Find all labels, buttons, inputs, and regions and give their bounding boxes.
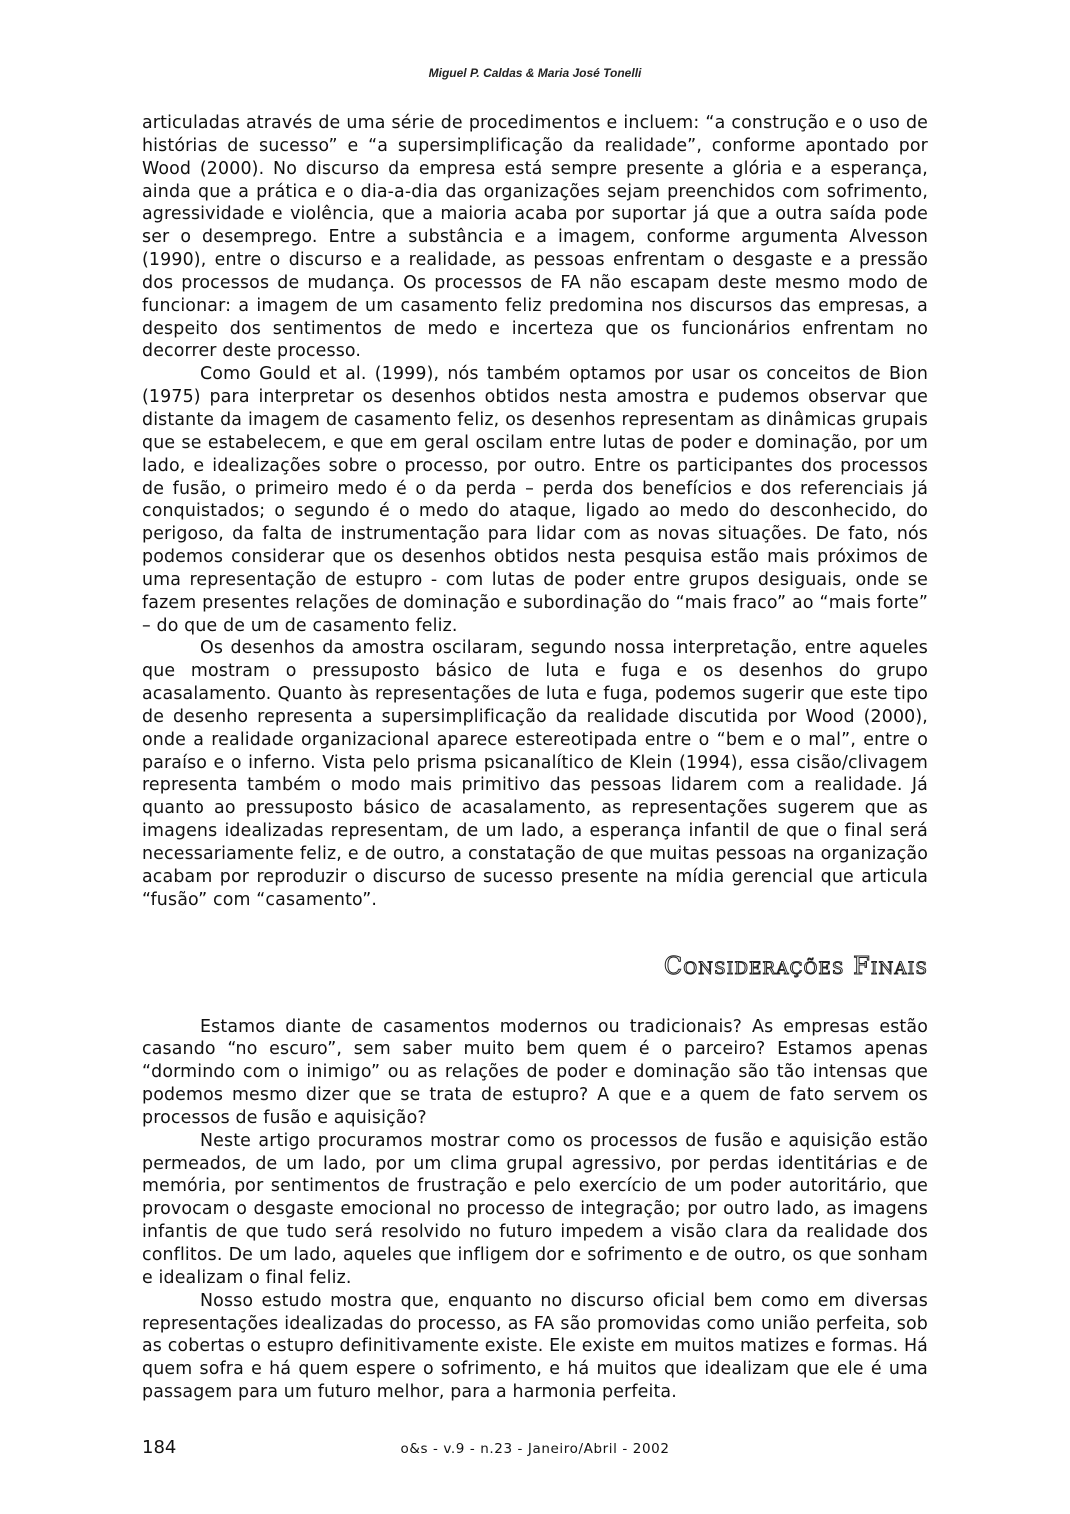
article-body <box>142 112 928 1404</box>
section-title: Considerações Finais <box>663 951 928 980</box>
page-number: 184 <box>142 1437 177 1458</box>
journal-footer: o&s - v.9 - n.23 - Janeiro/Abril - 2002 <box>400 1441 670 1457</box>
paragraph-gould-bion: Como Gould et al. (1999), nós também optamos por usar os conceitos de Bion (1975) para interpretar os desenhos obtidos nesta amostra e pudemos observar que distante da imagem de casamento feliz, os desenhos representam as dinâmicas grupais que se estabelecem, e que em geral oscilam entre lutas de poder e dominação, por um lado, e idealizações sobre o processo, por outro. Entre os participantes dos processos de fusão, o primeiro medo é o da perda – perda dos benefícios e dos referenciais já conquistados; o segundo é o medo do ataque, ligado ao medo do desconhecido, do perigoso, da falta de instrumentação para lidar com as novas situações. De fato, nós podemos considerar que os desenhos obtidos nesta pesquisa estão mais próximos de uma representação de estupro - com lutas de poder entre grupos desiguais, onde se fazem presentes relações de dominação e subordinação do “mais fraco” ao “mais forte” – do que de um de casamento feliz. <box>142 364 928 636</box>
running-head: Miguel P. Caldas & Maria José Tonelli <box>428 66 642 80</box>
paragraph-casamentos: Estamos diante de casamentos modernos ou tradicionais? As empresas estão casando “no escuro”, sem saber muito bem quem é o parceiro? Estamos apenas “dormindo com o inimigo” ou as relações de poder e dominação são tão intensas que podemos mesmo dizer que se trata de estupro? A que e a quem de fato servem os processos de fusão e aquisição? <box>142 1016 928 1128</box>
paragraph-nosso-estudo: Nosso estudo mostra que, enquanto no discurso oficial bem como em diversas representações idealizadas do processo, as FA são promovidas como união perfeita, sob as cobertas o estupro definitivamente existe. Ele existe em muitos matizes e formas. Há quem sofra e há quem espere o sofrimento, e há muitos que idealizam que ele é uma passagem para um futuro melhor, para a harmonia perfeita. <box>142 1290 928 1403</box>
paragraph-continued: articuladas através de uma série de procedimentos e incluem: “a construção e o uso de histórias de sucesso” e “a supersimplificação da realidade”, conforme apontado por Wood (2000). No discurso da empresa está sempre presente a glória e a esperança, ainda que a prática e o dia-a-dia das organizações sejam preenchidos com sofrimento, agressividade e violência, que a maioria acaba por suportar já que a outra saída pode ser o desemprego. Entre a substância e a imagem, conforme argumenta Alvesson (1990), entre o discurso e a realidade, as pessoas enfrentam o desgaste e a pressão dos processos de mudança. Os processos de FA não escapam deste mesmo modo de funcionar: a imagem de um casamento feliz predomina nos discursos das empresas, a despeito dos sentimentos de medo e incerteza que os funcionários enfrentam no decorrer deste processo. <box>142 113 928 362</box>
paragraph-desenhos-amostra: Os desenhos da amostra oscilaram, segundo nossa interpretação, entre aqueles que mostram o pressuposto básico de luta e fuga e os desenhos do grupo acasalamento. Quanto às representações de luta e fuga, podemos sugerir que este tipo de desenho representa a supersimplificação da realidade discutida por Wood (2000), onde a realidade organizacional aparece estereotipada entre o “bem e o mal”, entre o paraíso e o inferno. Vista pelo prisma psicanalítico de Klein (1994), essa cisão/clivagem representa também o modo mais primitivo das pessoas lidarem com a realidade. Já quanto ao pressuposto básico de acasalamento, as representações sugerem que as imagens idealizadas representam, de um lado, a esperança infantil de que o final será necessariamente feliz, e de outro, a constatação de que muitas pessoas na organização acabam por reproduzir o discurso de sucesso presente na mídia gerencial que articula “fusão” com “casamento”. <box>142 638 928 910</box>
paragraph-neste-artigo: Neste artigo procuramos mostrar como os processos de fusão e aquisição estão permeados, de um lado, por um clima grupal agressivo, por perdas identitárias e de memória, por sentimentos de frustração e pelo exercício de um poder autoritário, que provocam o desgaste emocional no processo de integração; por outro lado, as imagens infantis de que tudo será resolvido no futuro impedem a visão clara da realidade dos conflitos. De um lado, aqueles que infligem dor e sofrimento e de outro, os que sonham e idealizam o final feliz. <box>142 1130 928 1288</box>
